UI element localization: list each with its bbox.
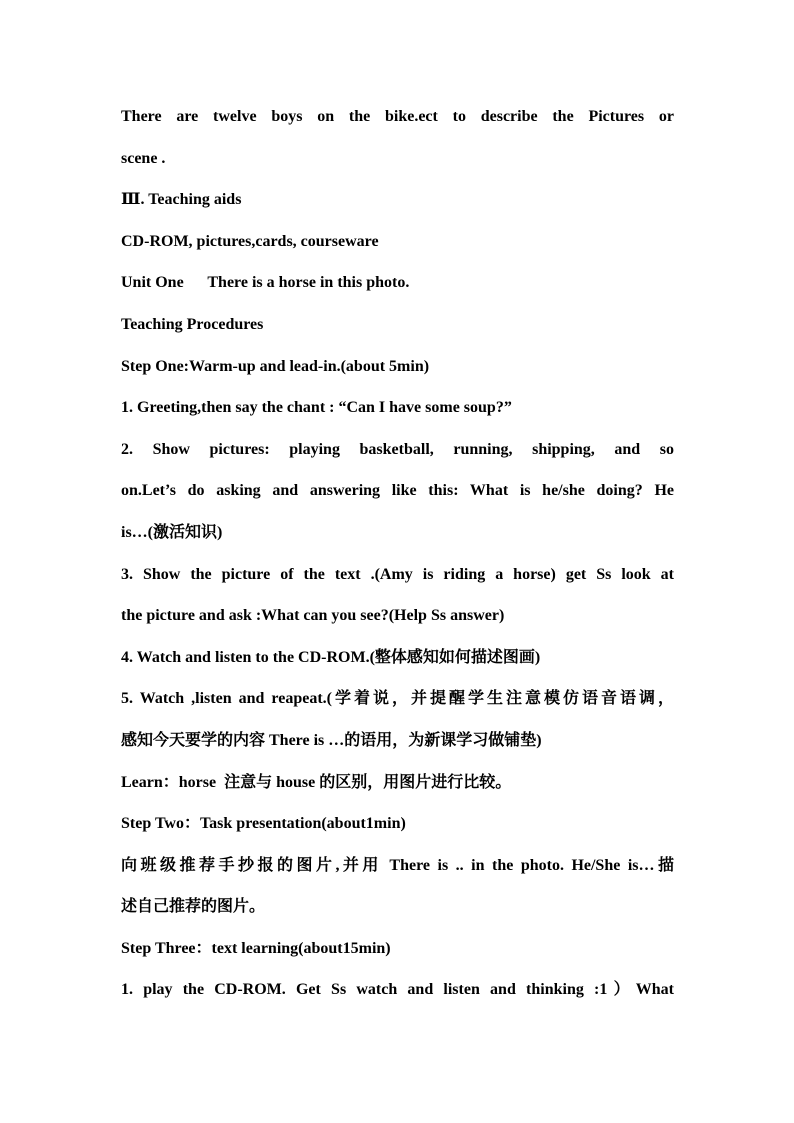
text-line: the picture and ask :What can you see?(Help Ss answer): [121, 607, 505, 625]
text-line: scene .: [121, 149, 166, 167]
step-heading: Step Three：text learning(about15min): [121, 939, 391, 957]
step-heading: Step One:Warm-up and lead-in.(about 5min): [121, 357, 430, 375]
text-line: 述自己推荐的图片。: [121, 898, 266, 916]
text-line: 1. play the CD-ROM. Get Ss watch and listen and thinking :1）What: [121, 981, 674, 999]
text-line: on.Let’s do asking and answering like this: What is he/she doing? He: [121, 482, 674, 500]
section-heading: Teaching Procedures: [121, 315, 264, 333]
text-line: 3. Show the picture of the text .(Amy is riding a horse) get Ss look at: [121, 565, 674, 583]
text-line: 4. Watch and listen to the CD-ROM.(整体感知如何描述图画): [121, 648, 541, 666]
unit-title: Unit One There is a horse in this photo.: [121, 274, 410, 292]
step-heading: Step Two：Task presentation(about1min): [121, 815, 406, 833]
section-heading: Ⅲ. Teaching aids: [121, 191, 242, 209]
text-line: 5. Watch ,listen and reapeat.(学着说，并提醒学生注意模仿语音语调，: [121, 690, 674, 708]
text-line: 感知今天要学的内容 There is …的语用，为新课学习做铺垫): [121, 731, 542, 749]
text-line: 2. Show pictures: playing basketball, running, shipping, and so: [121, 440, 674, 458]
text-line: 1. Greeting,then say the chant : “Can I have some soup?”: [121, 399, 512, 417]
text-line: There are twelve boys on the bike.ect to describe the Pictures or: [121, 108, 674, 125]
document-body: [121, 102, 674, 1017]
text-line: Learn：horse 注意与 house 的区别，用图片进行比较。: [121, 773, 512, 791]
text-line: is…(激活知识): [121, 523, 223, 541]
text-line: 向班级推荐手抄报的图片,并用 There is .. in the photo. He/She is…描: [121, 856, 674, 874]
text-line: CD-ROM, pictures,cards, courseware: [121, 232, 379, 250]
